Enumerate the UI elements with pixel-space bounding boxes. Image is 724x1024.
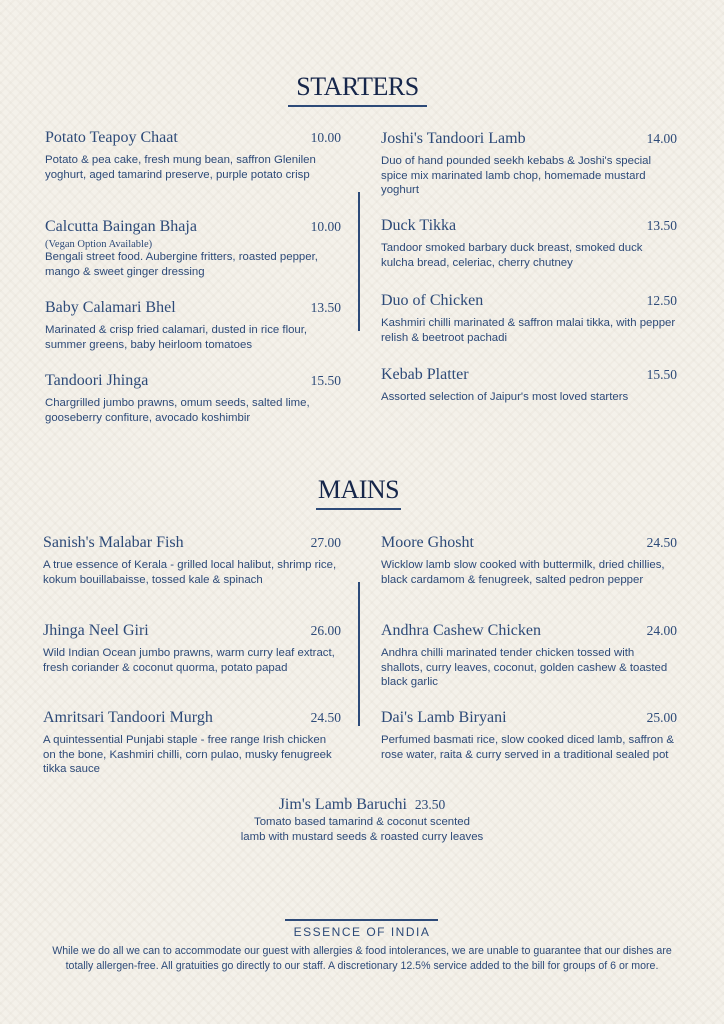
item-price: 25.00 (646, 710, 677, 725)
item-price: 26.00 (310, 623, 341, 638)
item-description: Chargrilled jumbo prawns, omum seeds, salted lime, gooseberry confiture, avocado koshimbir (45, 397, 310, 424)
item-description (150, 815, 574, 844)
item-price: 27.00 (310, 535, 341, 550)
menu-item (381, 622, 677, 690)
mains-heading (316, 475, 401, 510)
mains-column-divider (358, 582, 360, 726)
item-price: 24.50 (646, 535, 677, 550)
mains-title: MAINS (317, 475, 400, 504)
starters-title: STARTERS (296, 72, 419, 101)
menu-item (381, 292, 677, 345)
item-name: Joshi's Tandoori Lamb (381, 130, 526, 147)
item-name: Jim's Lamb Baruchi (278, 796, 407, 813)
item-name: Sanish's Malabar Fish (43, 534, 184, 551)
allergen-notice-line: While we do all we can to accommodate our guest with allergies & food intolerances, we are unable to guarantee that our dishes are (52, 945, 672, 957)
item-name: Dai's Lamb Biryani (381, 709, 507, 726)
item-name: Calcutta Baingan Bhaja (45, 218, 197, 235)
item-description: Wicklow lamb slow cooked with buttermilk, dried chillies, black cardamom & fenugreek, salted pedron pepper (381, 559, 665, 586)
item-price: 13.50 (646, 218, 677, 233)
item-description: Duo of hand pounded seekh kebabs & Joshi's special spice mix marinated lamb chop, homemade mustard yoghurt (381, 155, 652, 196)
menu-item (381, 709, 677, 762)
menu-item (45, 129, 341, 182)
item-note: (Vegan Option Available) (45, 239, 153, 250)
item-description: Perfumed basmati rice, slow cooked diced lamb, saffron & rose water, raita & curry served in a traditional sealed pot (381, 734, 674, 761)
item-description: A quintessential Punjabi staple - free range Irish chicken on the bone, Kashmiri chilli, corn pulao, musky fenugreek tikka sauce (43, 734, 332, 775)
item-description-line: Tomato based tamarind & coconut scented (254, 816, 470, 828)
menu-item (43, 622, 341, 675)
item-name: Jhinga Neel Giri (43, 622, 149, 639)
menu-item (43, 709, 341, 777)
menu-item (381, 534, 677, 587)
footer-title: ESSENCE OF INDIA (293, 925, 431, 939)
item-description: A true essence of Kerala - grilled local halibut, shrimp rice, kokum bouillabaisse, tossed kale & spinach (43, 559, 337, 586)
item-description: Bengali street food. Aubergine fritters, roasted pepper, mango & sweet ginger dressing (45, 251, 318, 278)
starters-column-divider (358, 192, 360, 331)
menu-item (45, 299, 341, 352)
item-price: 23.50 (414, 797, 446, 812)
item-name: Duo of Chicken (381, 292, 484, 309)
starters-underline (288, 105, 427, 107)
item-price: 10.00 (310, 130, 341, 145)
item-price: 14.00 (646, 131, 677, 146)
menu-item (381, 366, 677, 405)
menu-item (381, 130, 677, 198)
item-price: 15.50 (646, 367, 677, 382)
item-description: Tandoor smoked barbary duck breast, smoked duck kulcha bread, celeriac, cherry chutney (381, 242, 643, 269)
item-price: 13.50 (310, 300, 341, 315)
footer-rule (285, 919, 438, 921)
menu-item (45, 218, 341, 279)
mains-underline (316, 508, 401, 510)
item-description: Wild Indian Ocean jumbo prawns, warm curry leaf extract, fresh coriander & coconut quorma, potato papad (43, 647, 335, 674)
item-description-line: lamb with mustard seeds & roasted curry leaves (240, 830, 484, 843)
item-name: Andhra Cashew Chicken (381, 622, 541, 639)
item-name: Baby Calamari Bhel (45, 299, 176, 316)
menu-item (45, 372, 341, 425)
item-name: Moore Ghosht (381, 534, 474, 551)
item-name: Amritsari Tandoori Murgh (43, 709, 213, 726)
item-name: Duck Tikka (381, 217, 457, 234)
item-name: Tandoori Jhinga (45, 372, 149, 389)
menu-item (43, 534, 341, 587)
starters-heading (288, 72, 427, 107)
item-price: 10.00 (310, 219, 341, 234)
allergen-notice (20, 944, 704, 973)
item-description: Potato & pea cake, fresh mung bean, saffron Glenilen yoghurt, aged tamarind preserve, purple potato crisp (45, 154, 316, 181)
item-description: Kashmiri chilli marinated & saffron malai tikka, with pepper relish & beetroot pachadi (381, 317, 676, 344)
item-price: 24.00 (646, 623, 677, 638)
item-price: 15.50 (310, 373, 341, 388)
item-name: Potato Teapoy Chaat (45, 129, 178, 146)
item-description: Assorted selection of Jaipur's most loved starters (381, 391, 629, 403)
allergen-notice-line: totally allergen-free. All gratuities go directly to our staff. A discretionary 12.5% service added to the bill for groups of 6 or more. (65, 959, 659, 972)
item-price: 12.50 (646, 293, 677, 308)
featured-item (150, 796, 574, 844)
item-description: Marinated & crisp fried calamari, dusted in rice flour, summer greens, baby heirloom tomatoes (45, 324, 308, 351)
item-name: Kebab Platter (381, 366, 469, 383)
item-description: Andhra chilli marinated tender chicken tossed with shallots, curry leaves, coconut, golden cashew & toasted black garlic (381, 647, 668, 688)
item-price: 24.50 (310, 710, 341, 725)
menu-item (381, 217, 677, 270)
